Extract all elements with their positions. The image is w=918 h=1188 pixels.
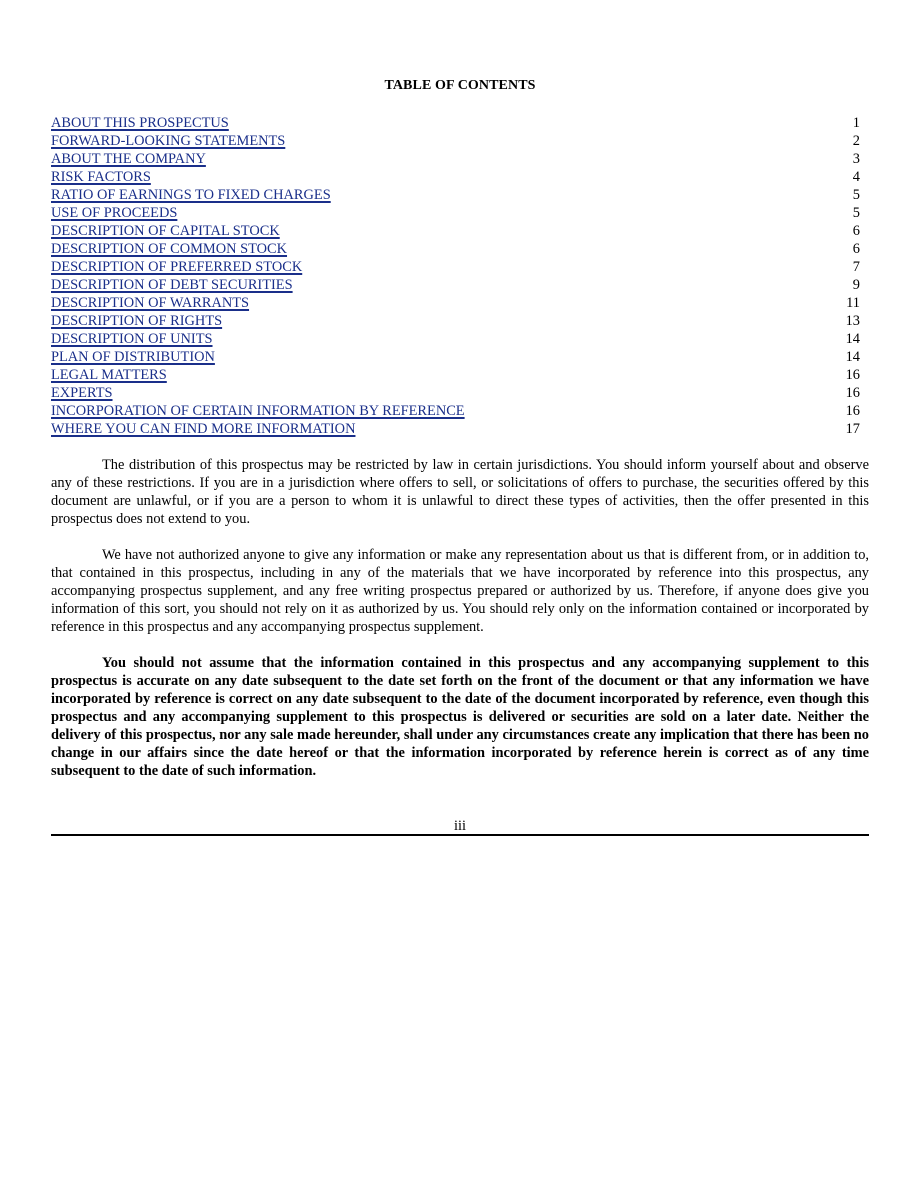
toc-page-number: 11 [846,295,860,311]
toc-entry [51,420,869,438]
toc-entry [51,348,869,366]
footer-rule [51,834,869,836]
toc-link[interactable]: RATIO OF EARNINGS TO FIXED CHARGES [51,187,331,203]
toc-page-number: 16 [845,403,860,419]
toc-page-number: 14 [845,331,860,347]
toc-link[interactable]: DESCRIPTION OF WARRANTS [51,295,250,311]
toc-page-number: 5 [852,187,860,203]
toc-entry [51,384,869,402]
toc-link[interactable]: FORWARD-LOOKING STATEMENTS [51,133,286,149]
toc-link[interactable]: RISK FACTORS [51,169,151,185]
toc-page-number: 13 [845,313,860,329]
toc-entry [51,204,869,222]
toc-entry [51,186,869,204]
toc-page-number: 2 [852,133,860,149]
toc-page-number: 1 [852,115,860,131]
page-number: iii [454,818,466,834]
toc-entry [51,114,869,132]
toc-page-number: 9 [852,277,860,293]
toc-link[interactable]: EXPERTS [51,385,113,401]
toc-entry [51,402,869,420]
toc-page-number: 6 [852,241,860,257]
toc-page-number: 5 [852,205,860,221]
toc-entry [51,294,869,312]
table-of-contents [51,114,869,438]
body-paragraph: We have not authorized anyone to give any information or make any representation about us that is different from, or in addition to, that contained in this prospectus, including in any of the materials that we have incorporated by reference into this prospectus, any accompanying prospectus supplement, and any free writing prospectus prepared or authorized by us. Therefore, if anyone does give you information of this sort, you should not rely on it as authorized by us. You should rely only on the information contained or incorporated by reference in this prospectus and any accompanying prospectus supplement. [51,547,869,635]
toc-entry [51,240,869,258]
toc-page-number: 14 [845,349,860,365]
toc-entry [51,168,869,186]
toc-link[interactable]: ABOUT THE COMPANY [51,151,206,167]
toc-link[interactable]: ABOUT THIS PROSPECTUS [51,115,229,131]
toc-entry [51,150,869,168]
toc-link[interactable]: PLAN OF DISTRIBUTION [51,349,215,365]
toc-link[interactable]: LEGAL MATTERS [51,367,167,383]
toc-page-number: 3 [852,151,860,167]
toc-entry [51,330,869,348]
toc-page-number: 6 [852,223,860,239]
toc-page-number: 4 [852,169,860,185]
toc-entry [51,366,869,384]
toc-entry [51,222,869,240]
toc-link[interactable]: DESCRIPTION OF UNITS [51,331,213,347]
toc-link[interactable]: DESCRIPTION OF DEBT SECURITIES [51,277,293,293]
toc-title: TABLE OF CONTENTS [384,78,536,93]
toc-entry [51,312,869,330]
toc-link[interactable]: USE OF PROCEEDS [51,205,178,221]
toc-link[interactable]: DESCRIPTION OF COMMON STOCK [51,241,288,257]
toc-page-number: 16 [845,367,860,383]
toc-entry [51,258,869,276]
toc-link[interactable]: INCORPORATION OF CERTAIN INFORMATION BY REFERENCE [51,403,465,419]
toc-link[interactable]: DESCRIPTION OF PREFERRED STOCK [51,259,303,275]
toc-page-number: 7 [852,259,860,275]
body-paragraph: The distribution of this prospectus may be restricted by law in certain jurisdictions. You should inform yourself about and observe any of these restrictions. If you are in a jurisdiction where offers to sell, or solicitations of offers to purchase, the securities offered by this document are unlawful, or if you are a person to whom it is unlawful to direct these types of activities, then the offer presented in this prospectus does not extend to you. [51,457,869,527]
toc-link[interactable]: WHERE YOU CAN FIND MORE INFORMATION [51,421,356,437]
toc-link[interactable]: DESCRIPTION OF RIGHTS [51,313,223,329]
toc-page-number: 17 [845,421,860,437]
toc-page-number: 16 [845,385,860,401]
toc-link[interactable]: DESCRIPTION OF CAPITAL STOCK [51,223,280,239]
toc-entry [51,132,869,150]
bold-notice-paragraph: You should not assume that the information contained in this prospectus and any accompanying supplement to this prospectus is accurate on any date subsequent to the date set forth on the front of the document or that any information we have incorporated by reference is correct on any date subsequent to the date of the document incorporated by reference, even though this prospectus and any accompanying supplement to this prospectus is delivered or securities are sold on a later date. Neither the delivery of this prospectus, nor any sale made hereunder, shall under any circumstances create any implication that there has been no change in our affairs since the date hereof or that the information incorporated by reference herein is correct as of any time subsequent to the date of such information. [51,655,869,779]
toc-entry [51,276,869,294]
